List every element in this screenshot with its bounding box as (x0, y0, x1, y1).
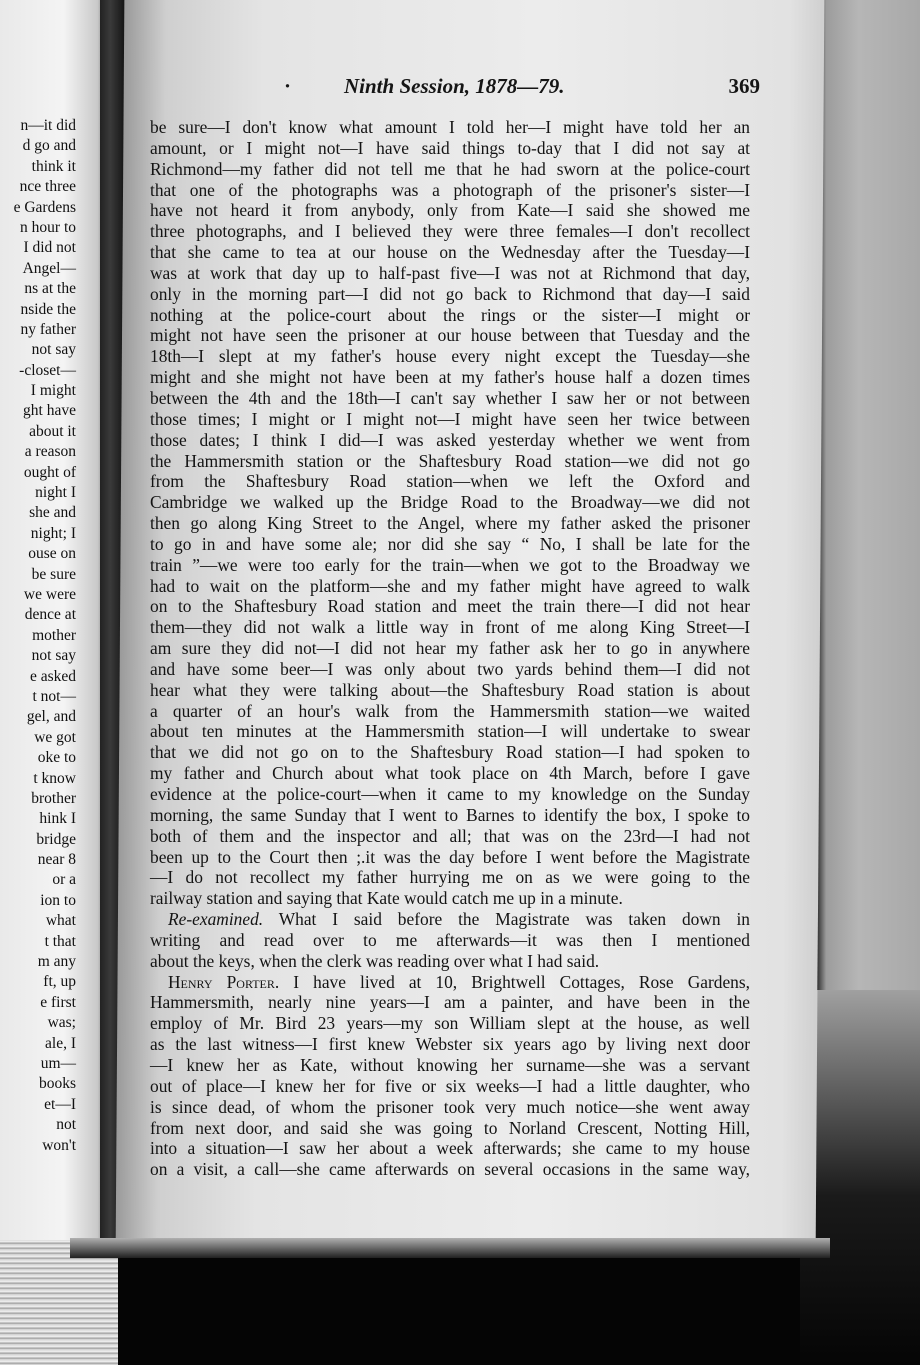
text-line: those dates; I think I did—I was asked yesterday whether we went from (150, 429, 750, 450)
text-line: my father and Church about what took place on 4th March, before I gave (150, 763, 750, 784)
previous-page-line: not say (31, 341, 76, 359)
previous-page-line: um— (40, 1054, 76, 1072)
previous-page-line: n hour to (20, 218, 76, 236)
previous-page-text (0, 116, 76, 1156)
page-number: 369 (728, 74, 760, 98)
previous-page-line: brother (31, 789, 76, 807)
previous-page-line: e Gardens (13, 198, 76, 216)
previous-page-line: hink I (39, 810, 76, 828)
text-line: about the keys, when the clerk was reading over what I had said. (150, 950, 600, 971)
text-line: amount, or I might not—I have said things to-day that I did not say at (150, 137, 750, 158)
text-line: Richmond—my father did not tell me that he had sworn at the police-court (150, 158, 750, 179)
text-line: might not have seen the prisoner at our house between that Tuesday and the (150, 325, 750, 346)
previous-page-line: ny father (20, 320, 76, 338)
previous-page-line: oke to (37, 749, 76, 767)
text-line: —I do not recollect my father hurrying me on as we were going to the (150, 867, 750, 888)
text-line: was at work that day up to half-past five—I was not at Richmond that day, (150, 262, 750, 283)
text-line: am sure they did not—I did not hear my father ask her to go in anywhere (150, 638, 750, 659)
previous-page-line: ns at the (24, 280, 76, 298)
text-line: between the 4th and the 18th—I can't say whether I saw her or not between (150, 387, 750, 408)
previous-page-line: we got (34, 728, 76, 746)
previous-page-line: not say (31, 647, 76, 665)
previous-page-line: a reason (24, 443, 76, 461)
text-line-body: I have lived at 10, Brightwell Cottages, Rose Gardens, (293, 971, 750, 992)
previous-page-line: we were (23, 585, 76, 603)
previous-page-line: she and (29, 504, 76, 522)
text-line: employ of Mr. Bird 23 years—my son William slept at the house, as well (150, 1013, 750, 1034)
previous-page-line: et—I (44, 1095, 76, 1113)
previous-page-line: bridge (36, 830, 76, 848)
previous-page-line: night; I (30, 524, 76, 542)
text-line: the Hammersmith station or the Shaftesbury Road station—we did not go (150, 450, 750, 471)
text-line: morning, the same Sunday that I went to Barnes to identify the box, I spoke to (150, 804, 750, 825)
previous-page-line: ght have (23, 402, 76, 420)
previous-page-line: was; (47, 1014, 76, 1032)
previous-page-line: ion to (40, 891, 76, 909)
body-text (150, 117, 750, 1180)
previous-page-line: m any (37, 953, 76, 971)
previous-page-line: not (56, 1116, 76, 1134)
previous-page-line: what (45, 912, 76, 930)
previous-page (0, 0, 106, 1240)
text-line: on to the Shaftesbury Road station and meet the train there—I did not hear (150, 596, 750, 617)
text-line: might and she might not have been at my father's house half a dozen times (150, 367, 750, 388)
text-line: Cambridge we walked up the Bridge Road to the Broadway—we did not (150, 492, 750, 513)
section-label: Re-examined. (168, 909, 264, 930)
text-line: train ”—we were too early for the train—when we got to the Broadway we (150, 554, 750, 575)
text-line: from the Shaftesbury Road station—when we left the Oxford and (150, 471, 750, 492)
text-line: to go in and have some ale; nor did she say “ No, I shall be late for the (150, 533, 750, 554)
previous-page-line: mother (32, 626, 76, 644)
previous-page-line: ft, up (43, 973, 76, 991)
text-line: as the last witness—I first knew Webster six years ago by living next door (150, 1034, 750, 1055)
previous-page-line: ouse on (28, 545, 76, 563)
previous-page-line: e asked (29, 667, 76, 685)
previous-page-line: t not— (32, 687, 76, 705)
previous-page-line: ale, I (45, 1034, 76, 1052)
previous-page-line: or a (52, 871, 76, 889)
running-title: Ninth Session, 1878—79. (344, 74, 565, 98)
previous-page-line: I might (30, 382, 76, 400)
previous-page-line: night I (35, 484, 76, 502)
previous-page-line: near 8 (37, 851, 76, 869)
text-line: them—they did not walk a little way in front of me along King Street—I (150, 617, 750, 638)
previous-page-line: n—it did (20, 117, 76, 134)
previous-page-line: d go and (22, 137, 76, 155)
background-shadow (800, 990, 920, 1365)
text-line: on a visit, a call—she came afterwards on several occasions in the same way, (150, 1159, 750, 1180)
text-line: about ten minutes at the Hammersmith station—I will undertake to swear (150, 721, 750, 742)
page-bottom-edge (70, 1238, 830, 1258)
previous-page-line: won't (42, 1136, 76, 1154)
text-line (150, 909, 750, 930)
text-line: that one of the photographs was a photograph of the prisoner's sister—I (150, 179, 750, 200)
previous-page-line: nside the (20, 300, 76, 318)
text-line: nothing at the police-court about the rings or the sister—I might or (150, 304, 750, 325)
text-line: and have some beer—I was only about two yards behind them—I did not (150, 658, 750, 679)
previous-page-line: be sure (31, 565, 76, 583)
page-header (284, 72, 760, 104)
witness-name: Henry Porter. (168, 971, 280, 992)
text-line: those times; I might or I might not—I might have seen her twice between (150, 408, 750, 429)
text-line: hear what they were talking about—the Shaftesbury Road station is about (150, 679, 750, 700)
header-dot: · (284, 74, 292, 98)
text-line: evidence at the police-court—when it came to my knowledge on the Sunday (150, 784, 750, 804)
text-line (150, 972, 750, 993)
previous-page-line: nce three (19, 178, 76, 196)
text-line: that she came to tea at our house on the Wednesday after the Tuesday—I (150, 242, 750, 263)
previous-page-line: gel, and (26, 708, 76, 726)
previous-page-line: t know (33, 769, 76, 787)
text-line: out of place—I knew her for five or six weeks—I had a little daughter, who (150, 1075, 750, 1096)
text-line: been up to the Court then ;.it was the day before I went before the Magistrate (150, 846, 750, 867)
text-line: three photographs, and I believed they were three females—I don't recollect (150, 221, 750, 242)
text-line: is since dead, of whom the prisoner took very much notice—she went away (150, 1096, 750, 1117)
previous-page-line: e first (40, 993, 76, 1011)
text-line: Hammersmith, nearly nine years—I am a painter, and have been in the (150, 992, 750, 1013)
text-line: only in the morning part—I did not go back to Richmond that day—I said (150, 283, 750, 304)
text-line: from next door, and said she was going to Norland Crescent, Notting Hill, (150, 1117, 750, 1138)
previous-page-line: dence at (24, 606, 76, 624)
text-line: writing and read over to me afterwards—it was then I mentioned (150, 929, 750, 950)
text-line: a quarter of an hour's walk from the Hammersmith station—we waited (150, 700, 750, 721)
text-line: both of them and the inspector and all; that was on the 23rd—I had not (150, 825, 750, 846)
text-line: into a situation—I saw her about a week afterwards; she came to my house (150, 1138, 750, 1159)
previous-page-line: Angel— (22, 259, 76, 277)
previous-page-line: think it (31, 157, 76, 175)
previous-page-line: -closet— (19, 361, 76, 379)
text-line: —I knew her as Kate, without knowing her surname—she was a servant (150, 1054, 750, 1075)
text-line-body: What I said before the Magistrate was taken down in (278, 909, 750, 930)
text-line: be sure—I don't know what amount I told her—I might have told her an (150, 117, 750, 137)
previous-page-line: ought of (23, 463, 76, 481)
previous-page-line: about it (29, 422, 76, 440)
text-line: had to wait on the platform—she and my father might have agreed to walk (150, 575, 750, 596)
previous-page-line: books (38, 1075, 76, 1093)
text-line: have not heard it from anybody, only from Kate—I said she showed me (150, 200, 750, 221)
page-edges (0, 1240, 118, 1365)
text-line: 18th—I slept at my father's house every night except the Tuesday—she (150, 346, 750, 367)
text-line: then go along King Street to the Angel, where my father asked the prisoner (150, 513, 750, 534)
text-line: that we did not go on to the Shaftesbury Road station—I had spoken to (150, 742, 750, 763)
previous-page-line: t that (44, 932, 76, 950)
previous-page-line: I did not (23, 239, 76, 257)
text-line: railway station and saying that Kate would catch me up in a minute. (150, 888, 623, 909)
